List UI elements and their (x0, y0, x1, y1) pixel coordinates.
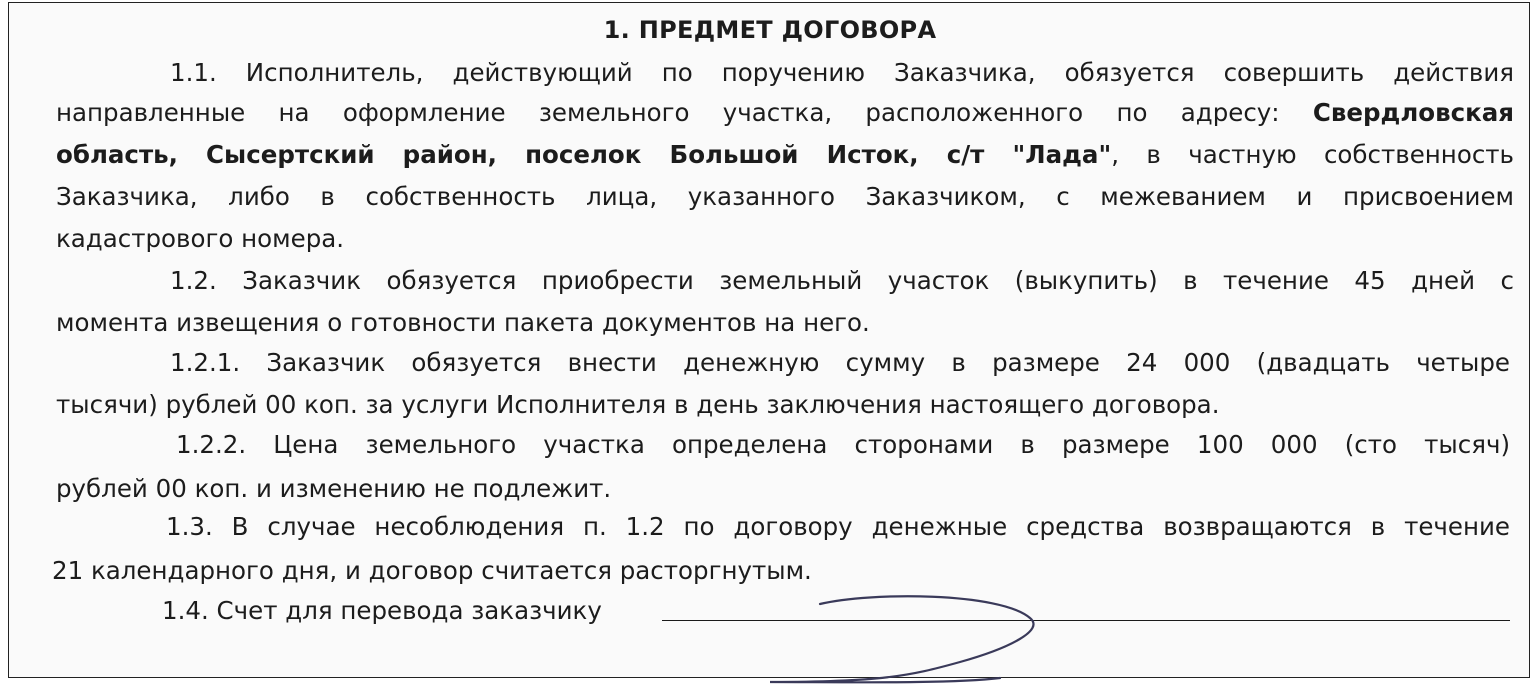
clause-1-2-line-2: момента извещения о готовности пакета документов на него. (56, 308, 870, 337)
clause-1-1-line-3 (56, 140, 1514, 170)
clause-1-1-line-1: 1.1. Исполнитель, действующий по поручению Заказчика, обязуется совершить действия (170, 58, 1514, 87)
clause-1-3-line-2: 21 календарного дня, и договор считается расторгнутым. (52, 556, 812, 585)
clause-1-2-1-line-1: 1.2.1. Заказчик обязуется внести денежную сумму в размере 24 000 (двадцать четыре (170, 348, 1510, 377)
signature-scribble (760, 590, 1080, 686)
clause-1-1-line-2-text: направленные на оформление земельного участка, расположенного по адресу: (56, 98, 1280, 127)
clause-1-4-label: 1.4. Счет для перевода заказчику (162, 596, 602, 625)
clause-1-1-line-2 (56, 98, 1514, 128)
clause-1-1-line-5: кадастрового номера. (56, 224, 345, 253)
clause-1-1-line-3-text: , в частную собственность (1111, 140, 1514, 169)
clause-1-1-address-part-2: область, Сысертский район, поселок Большой Исток, с/т "Лада" (56, 140, 1112, 169)
clause-1-1-address-part-1: Свердловская (1312, 98, 1515, 127)
clause-1-2-1-line-2: тысячи) рублей 00 коп. за услуги Исполнителя в день заключения настоящего договора. (56, 390, 1220, 419)
clause-1-2-line-1: 1.2. Заказчик обязуется приобрести земельный участок (выкупить) в течение 45 дней с (170, 266, 1514, 295)
clause-1-2-2-line-2: рублей 00 коп. и изменению не подлежит. (56, 474, 612, 503)
clause-1-2-2-line-1: 1.2.2. Цена земельного участка определена сторонами в размере 100 000 (сто тысяч) (176, 430, 1510, 459)
clause-1-1-line-4: Заказчика, либо в собственность лица, указанного Заказчиком, с межеванием и присвоением (56, 182, 1514, 211)
clause-1-3-line-1: 1.3. В случае несоблюдения п. 1.2 по договору денежные средства возвращаются в течение (166, 512, 1510, 541)
section-title: 1. ПРЕДМЕТ ДОГОВОРА (603, 16, 937, 44)
